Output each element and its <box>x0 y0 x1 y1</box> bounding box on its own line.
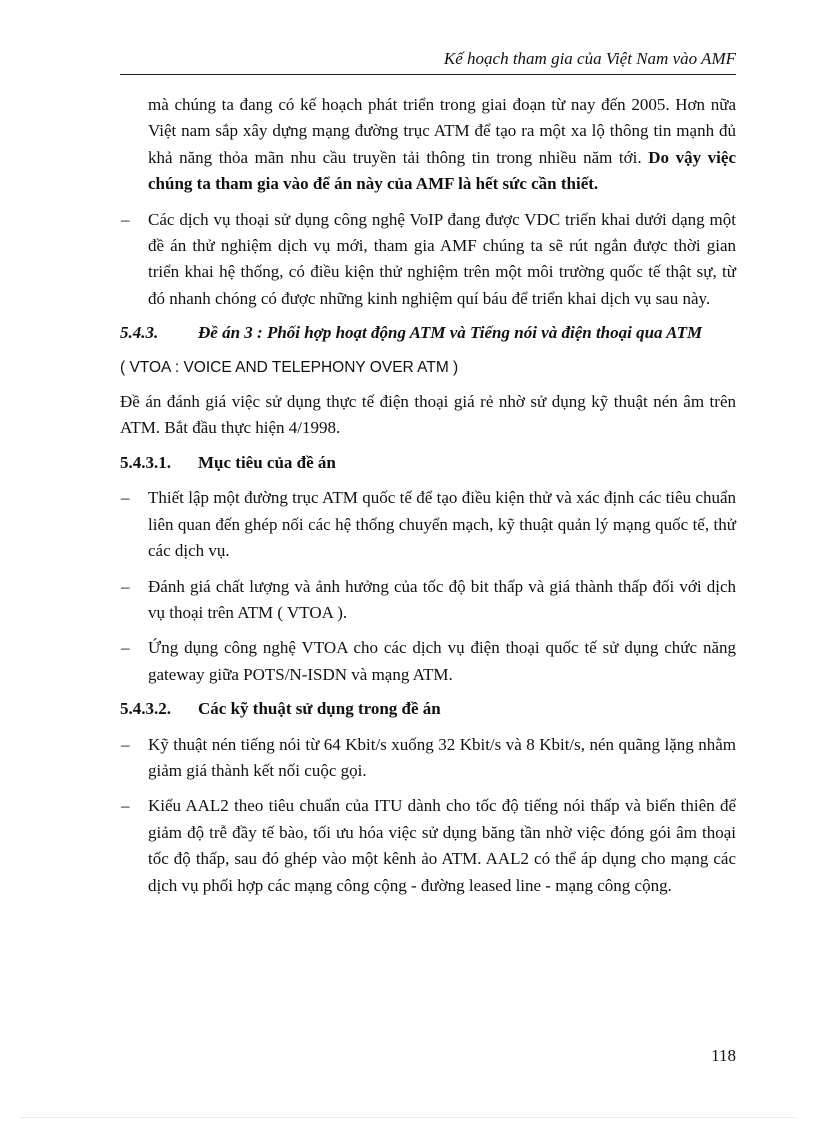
section-heading-5-4-3 <box>120 320 736 346</box>
bullet-dash: – <box>121 796 130 816</box>
section-heading-5-4-3-2 <box>120 696 736 722</box>
page-number: 118 <box>711 1046 736 1065</box>
section-title: Đề án 3 : Phối hợp hoạt động ATM và Tiếng nói và điện thoại qua ATM <box>198 323 703 343</box>
list-item-text: Đánh giá chất lượng và ảnh hưởng của tốc độ bit thấp và giá thành thấp đối với dịch vụ thoại trên ATM ( VTOA ). <box>148 576 736 622</box>
bullet-dash: – <box>121 209 130 229</box>
list-item <box>120 732 736 785</box>
intro-paragraph <box>120 92 736 198</box>
vtoa-line: ( VTOA : VOICE AND TELEPHONY OVER ATM ) <box>120 358 459 376</box>
bullet-voip-text: Các dịch vụ thoại sử dụng công nghệ VoIP đang được VDC triển khai dưới dạng một đề án thử nghiệm dịch vụ mới, tham gia AMF chúng ta sẽ rút ngắn được thời gian triển khai hệ thống, có điều kiện thử nghiệm trên một môi trường quốc tế thật sự, từ đó nhanh chóng có được những kinh nghiệm quí báu để triển khai dịch vụ sau này. <box>148 209 736 308</box>
bullet-dash: – <box>121 734 130 754</box>
list-item-text: Kiểu AAL2 theo tiêu chuẩn của ITU dành cho tốc độ tiếng nói thấp và biến thiên để giảm độ trễ đầy tế bào, tối ưu hóa việc sử dụng băng tần nhờ việc đóng gói âm thoại tốc độ thấp, sau đó ghép vào một kênh ảo ATM. AAL2 có thể áp dụng cho mạng các dịch vụ phối hợp các mạng công cộng - đường leased line - mạng công cộng. <box>148 796 736 895</box>
bullet-dash: – <box>121 638 130 658</box>
section-title: Các kỹ thuật sử dụng trong đề án <box>198 699 441 719</box>
bottom-dotted-rule <box>20 1117 796 1118</box>
list-item-text: Thiết lập một đường trục ATM quốc tế để tạo điều kiện thử và xác định các tiêu chuẩn liên quan đến ghép nối các hệ thống chuyển mạch, kỹ thuật quản lý mạng quốc tế, thử các dịch vụ. <box>148 488 736 561</box>
section-number: 5.4.3.1. <box>120 452 171 472</box>
intro-text: mà chúng ta đang có kế hoạch phát triển trong giai đoạn từ nay đến 2005. Hơn nữa Việt nam sắp xây dựng mạng đường trục ATM để tạo ra một xa lộ thông tin mạnh đủ khả năng thỏa mãn nhu cầu truyền tải thông tin trong nhiều năm tới. <box>148 95 736 167</box>
list-item <box>120 574 736 627</box>
section-title: Mục tiêu của đề án <box>198 452 336 472</box>
description-paragraph: Đề án đánh giá việc sử dụng thực tế điện thoại giá rẻ nhờ sử dụng kỹ thuật nén âm trên ATM. Bắt đầu thực hiện 4/1998. <box>120 392 736 438</box>
section-number: 5.4.3.2. <box>120 699 171 719</box>
list-item-text: Kỹ thuật nén tiếng nói từ 64 Kbit/s xuống 32 Kbit/s và 8 Kbit/s, nén quãng lặng nhằm giảm giá thành kết nối cuộc gọi. <box>148 734 736 780</box>
section-number: 5.4.3. <box>120 323 159 343</box>
list-item <box>120 635 736 688</box>
list-item-text: Ứng dụng công nghệ VTOA cho các dịch vụ điện thoại quốc tế sử dụng chức năng gateway giữa POTS/N-ISDN và mạng ATM. <box>148 638 736 684</box>
bullet-dash: – <box>121 488 130 508</box>
running-header: Kế hoạch tham gia của Việt Nam vào AMF <box>443 49 736 68</box>
list-item <box>120 485 736 564</box>
header-rule <box>120 74 736 75</box>
section-heading-5-4-3-1 <box>120 450 736 476</box>
intro-bold-text: Do vậy việc chúng ta tham gia vào để án này của AMF là hết sức cần thiết. <box>148 147 736 194</box>
bullet-voip <box>120 207 736 313</box>
bullet-dash: – <box>121 576 130 596</box>
page-body <box>120 92 736 899</box>
list-item <box>120 793 736 899</box>
